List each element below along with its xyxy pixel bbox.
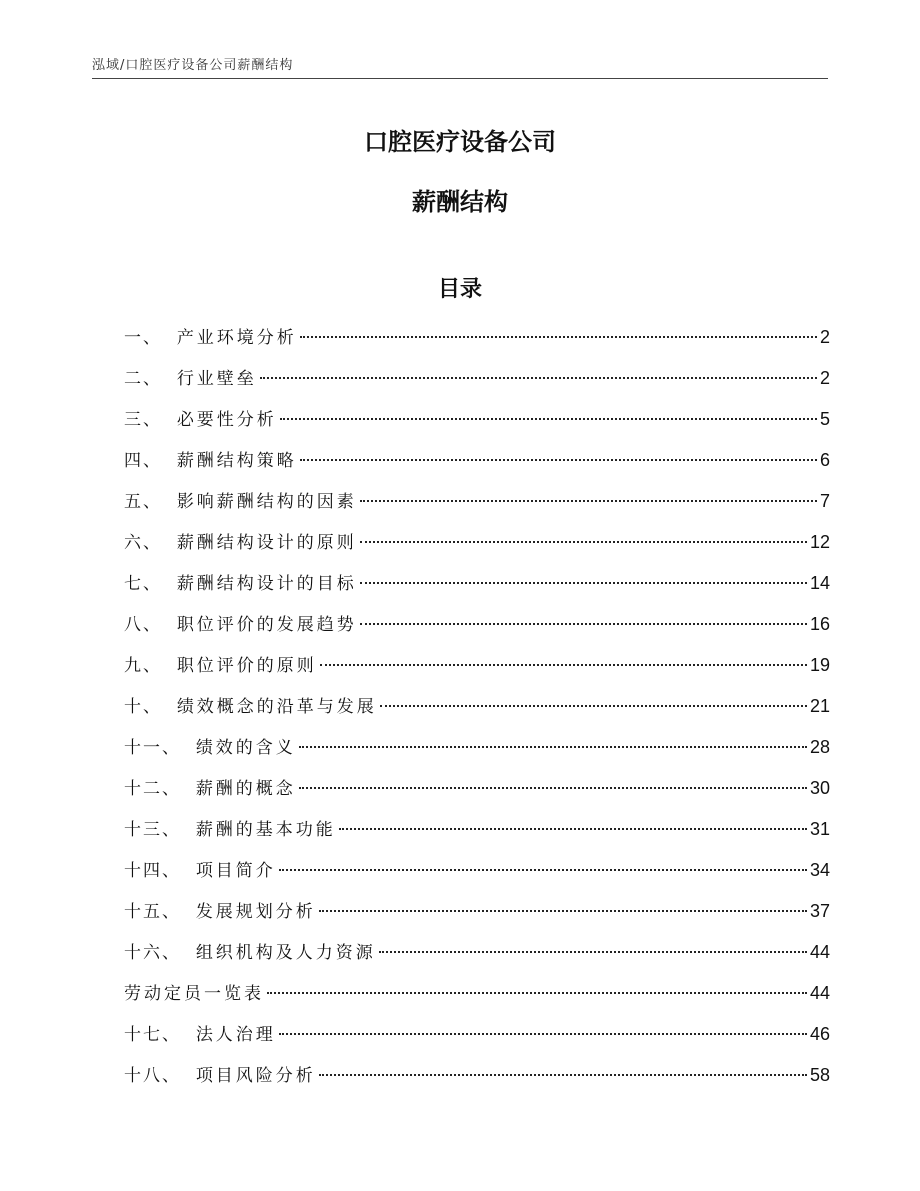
toc-entry-number: 一、 (124, 328, 177, 348)
toc-entry-page: 16 (809, 614, 830, 634)
table-of-contents (124, 322, 830, 1101)
toc-entry-page: 7 (819, 491, 830, 511)
toc-entry[interactable] (124, 568, 830, 609)
toc-entry-title: 项目简介 (195, 861, 276, 881)
toc-entry-page: 37 (809, 901, 830, 921)
toc-entry-page: 2 (819, 327, 830, 347)
toc-dot-leader (379, 951, 807, 953)
toc-entry-number: 九、 (124, 656, 177, 676)
toc-entry-number: 十三、 (124, 820, 196, 840)
toc-dot-leader (300, 459, 817, 461)
toc-dot-leader (380, 705, 807, 707)
toc-entry[interactable] (124, 363, 830, 404)
toc-entry-title: 行业壁垒 (176, 369, 257, 389)
document-subtitle: 薪酬结构 (412, 188, 508, 216)
toc-dot-leader (279, 869, 807, 871)
toc-entry-title: 薪酬的概念 (195, 779, 296, 799)
toc-entry-title: 发展规划分析 (195, 902, 316, 922)
toc-entry-title: 项目风险分析 (195, 1066, 316, 1086)
toc-dot-leader (320, 664, 807, 666)
toc-entry[interactable] (124, 814, 830, 855)
toc-dot-leader (279, 1033, 807, 1035)
toc-dot-leader (339, 828, 807, 830)
toc-entry-title: 组织机构及人力资源 (195, 943, 376, 963)
toc-dot-leader (260, 377, 817, 379)
toc-dot-leader (360, 623, 807, 625)
header-divider (92, 78, 828, 79)
toc-entry[interactable] (124, 732, 830, 773)
toc-entry[interactable] (124, 1060, 830, 1101)
toc-entry[interactable] (124, 445, 830, 486)
toc-entry[interactable] (124, 486, 830, 527)
toc-entry-title: 薪酬结构策略 (176, 451, 297, 471)
toc-entry-title: 影响薪酬结构的因素 (176, 492, 357, 512)
toc-dot-leader (299, 787, 807, 789)
toc-entry-number: 六、 (124, 533, 177, 553)
toc-entry-number: 十七、 (124, 1025, 196, 1045)
running-header: 泓域/口腔医疗设备公司薪酬结构 (92, 58, 294, 73)
toc-entry[interactable] (124, 1019, 830, 1060)
toc-entry-page: 44 (809, 983, 830, 1003)
toc-entry-title: 必要性分析 (176, 410, 277, 430)
toc-dot-leader (280, 418, 817, 420)
toc-entry-page: 2 (819, 368, 830, 388)
toc-entry-number: 七、 (124, 574, 177, 594)
document-title: 口腔医疗设备公司 (364, 128, 556, 156)
toc-entry-page: 12 (809, 532, 830, 552)
toc-entry-title: 绩效概念的沿革与发展 (176, 697, 377, 717)
toc-entry-title: 劳动定员一览表 (124, 984, 264, 1004)
toc-entry[interactable] (124, 773, 830, 814)
toc-entry-title: 薪酬结构设计的原则 (176, 533, 357, 553)
toc-entry-number: 十五、 (124, 902, 196, 922)
toc-entry-page: 21 (809, 696, 830, 716)
toc-entry[interactable] (124, 650, 830, 691)
toc-dot-leader (319, 910, 807, 912)
toc-entry-number: 八、 (124, 615, 177, 635)
toc-dot-leader (299, 746, 807, 748)
toc-entry[interactable] (124, 527, 830, 568)
toc-entry-page: 14 (809, 573, 830, 593)
toc-entry[interactable] (124, 609, 830, 650)
toc-entry[interactable] (124, 691, 830, 732)
toc-entry-title: 法人治理 (195, 1025, 276, 1045)
toc-entry-page: 6 (819, 450, 830, 470)
toc-entry[interactable] (124, 404, 830, 445)
toc-entry-number: 十八、 (124, 1066, 196, 1086)
toc-entry-title: 绩效的含义 (195, 738, 296, 758)
toc-entry-number: 十一、 (124, 738, 196, 758)
toc-entry-page: 44 (809, 942, 830, 962)
toc-entry[interactable] (124, 322, 830, 363)
toc-entry-title: 职位评价的发展趋势 (176, 615, 357, 635)
toc-entry-number: 十二、 (124, 779, 196, 799)
toc-entry-number: 十四、 (124, 861, 196, 881)
toc-entry[interactable] (124, 855, 830, 896)
toc-entry[interactable] (124, 896, 830, 937)
toc-entry-number: 十六、 (124, 943, 196, 963)
toc-entry-page: 31 (809, 819, 830, 839)
toc-entry-page: 34 (809, 860, 830, 880)
toc-dot-leader (267, 992, 807, 994)
toc-entry-title: 薪酬结构设计的目标 (176, 574, 357, 594)
toc-entry-number: 五、 (124, 492, 177, 512)
toc-entry-page: 28 (809, 737, 830, 757)
toc-entry[interactable] (124, 978, 830, 1019)
toc-entry-number: 十、 (124, 697, 177, 717)
toc-dot-leader (360, 541, 807, 543)
toc-entry-number: 三、 (124, 410, 177, 430)
toc-dot-leader (319, 1074, 807, 1076)
toc-entry-title: 薪酬的基本功能 (195, 820, 336, 840)
toc-entry-title: 产业环境分析 (176, 328, 297, 348)
toc-dot-leader (300, 336, 817, 338)
toc-heading: 目录 (437, 277, 482, 302)
toc-entry-number: 四、 (124, 451, 177, 471)
toc-entry-page: 19 (809, 655, 830, 675)
toc-entry-title: 职位评价的原则 (176, 656, 317, 676)
toc-entry-number: 二、 (124, 369, 177, 389)
toc-dot-leader (360, 500, 817, 502)
toc-entry[interactable] (124, 937, 830, 978)
toc-entry-page: 46 (809, 1024, 830, 1044)
toc-entry-page: 5 (819, 409, 830, 429)
toc-entry-page: 58 (809, 1065, 830, 1085)
toc-dot-leader (360, 582, 807, 584)
toc-entry-page: 30 (809, 778, 830, 798)
